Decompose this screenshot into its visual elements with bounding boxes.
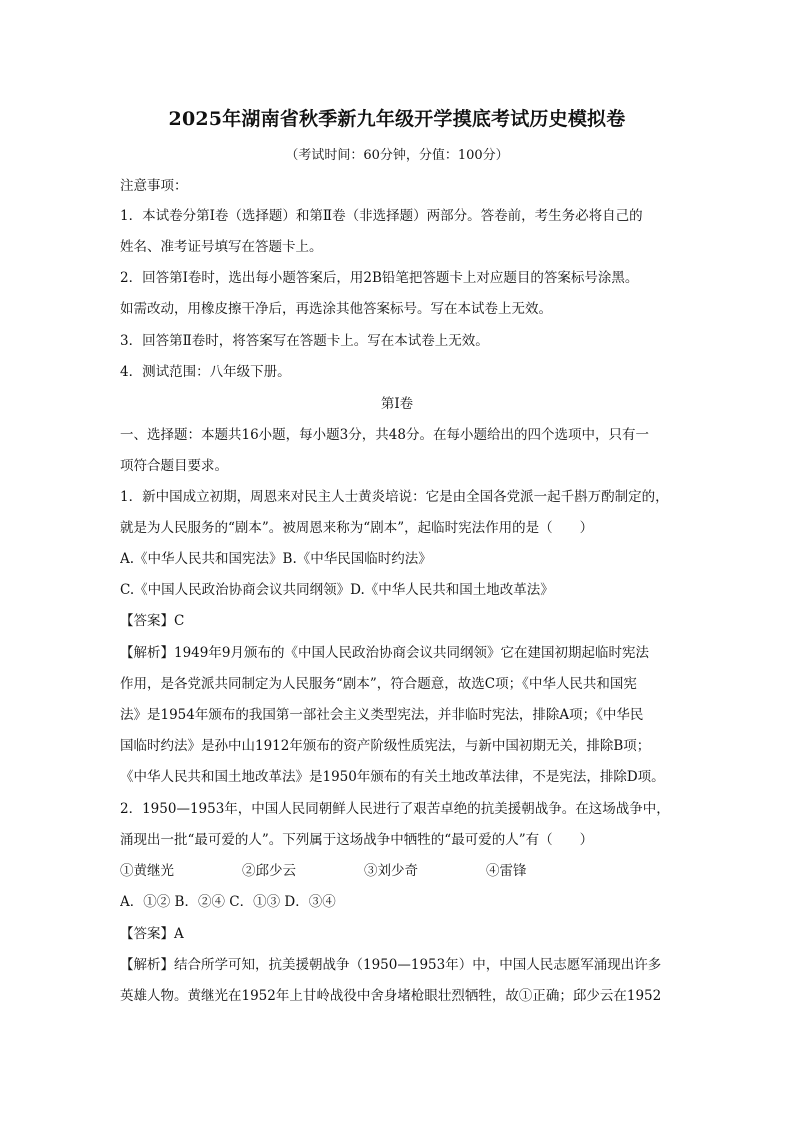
notice-heading: 注意事项： bbox=[120, 178, 188, 194]
question-1-stem: 就是为人民服务的“剧本”。被周恩来称为“剧本”，起临时宪法作用的是（ ） bbox=[120, 520, 594, 536]
question-2-analysis: 【解析】结合所学可知，抗美援朝战争（1950—1953年）中，中国人民志愿军涌现出许多 bbox=[120, 957, 662, 973]
page-title: 2025年湖南省秋季新九年级开学摸底考试历史模拟卷 bbox=[168, 108, 626, 130]
question-1-analysis: 《中华人民共和国土地改革法》是1950年颁布的有关土地改革法律，不是宪法，排除D项。 bbox=[120, 769, 665, 785]
notice-line: 如需改动，用橡皮擦干净后，再选涂其他答案标号。写在本试卷上无效。 bbox=[120, 301, 552, 317]
question-1-analysis: 【解析】1949年9月颁布的《中国人民政治协商会议共同纲领》它在建国初期起临时宪法 bbox=[120, 645, 649, 661]
question-2-items bbox=[120, 861, 680, 881]
question-2-item: ①黄继光 bbox=[120, 863, 174, 879]
question-2-item: ④雷锋 bbox=[486, 863, 527, 879]
question-1-analysis: 作用，是各党派共同制定为人民服务“剧本”，符合题意，故选C项；《中华人民共和国宪 bbox=[120, 676, 637, 692]
question-2-stem: 2．1950—1953年，中国人民同朝鲜人民进行了艰苦卓绝的抗美援朝战争。在这场战争中， bbox=[120, 801, 670, 817]
question-2-analysis: 英雄人物。黄继光在1952年上甘岭战役中舍身堵枪眼壮烈牺牲，故①正确；邱少云在1952 bbox=[120, 988, 662, 1004]
question-1-answer: 【答案】C bbox=[120, 613, 185, 629]
notice-line: 姓名、准考证号填写在答题卡上。 bbox=[120, 239, 323, 255]
exam-duration-info: （考试时间：60分钟，分值：100分） bbox=[285, 148, 509, 163]
notice-line: 2．回答第Ⅰ卷时，选出每小题答案后，用2B铅笔把答题卡上对应题目的答案标号涂黑。 bbox=[120, 270, 639, 286]
notice-line: 3．回答第Ⅱ卷时，将答案写在答题卡上。写在本试卷上无效。 bbox=[120, 333, 489, 349]
question-2-stem: 涌现出一批“最可爱的人”。下列属于这场战争中牺牲的“最可爱的人”有（ ） bbox=[120, 832, 594, 848]
question-2-options: A．①② B．②④ C．①③ D．③④ bbox=[120, 894, 336, 910]
question-1-stem: 1．新中国成立初期，周恩来对民主人士黄炎培说：它是由全国各党派一起千斟万酌制定的， bbox=[120, 489, 669, 505]
section-label: 第Ⅰ卷 bbox=[380, 396, 414, 412]
question-1-options: A.《中华人民共和国宪法》B.《中华民国临时约法》 bbox=[120, 551, 432, 567]
section-intro: 一、选择题：本题共16小题，每小题3分，共48分。在每小题给出的四个选项中，只有一 bbox=[120, 427, 649, 443]
question-1-analysis: 法》是1954年颁布的我国第一部社会主义类型宪法，并非临时宪法，排除A项；《中华民 bbox=[120, 707, 644, 723]
question-1-analysis: 国临时约法》是孙中山1912年颁布的资产阶级性质宪法，与新中国初期无关，排除B项； bbox=[120, 738, 651, 754]
question-1-options: C.《中国人民政治协商会议共同纲领》D.《中华人民共和国土地改革法》 bbox=[120, 582, 554, 598]
notice-line: 1．本试卷分第Ⅰ卷（选择题）和第Ⅱ卷（非选择题）两部分。答卷前，考生务必将自己的 bbox=[120, 208, 643, 224]
section-intro: 项符合题目要求。 bbox=[120, 458, 228, 474]
question-2-answer: 【答案】A bbox=[120, 926, 184, 942]
question-2-item: ③刘少奇 bbox=[364, 863, 418, 879]
question-2-item: ②邱少云 bbox=[242, 863, 296, 879]
notice-line: 4．测试范围：八年级下册。 bbox=[120, 364, 291, 380]
